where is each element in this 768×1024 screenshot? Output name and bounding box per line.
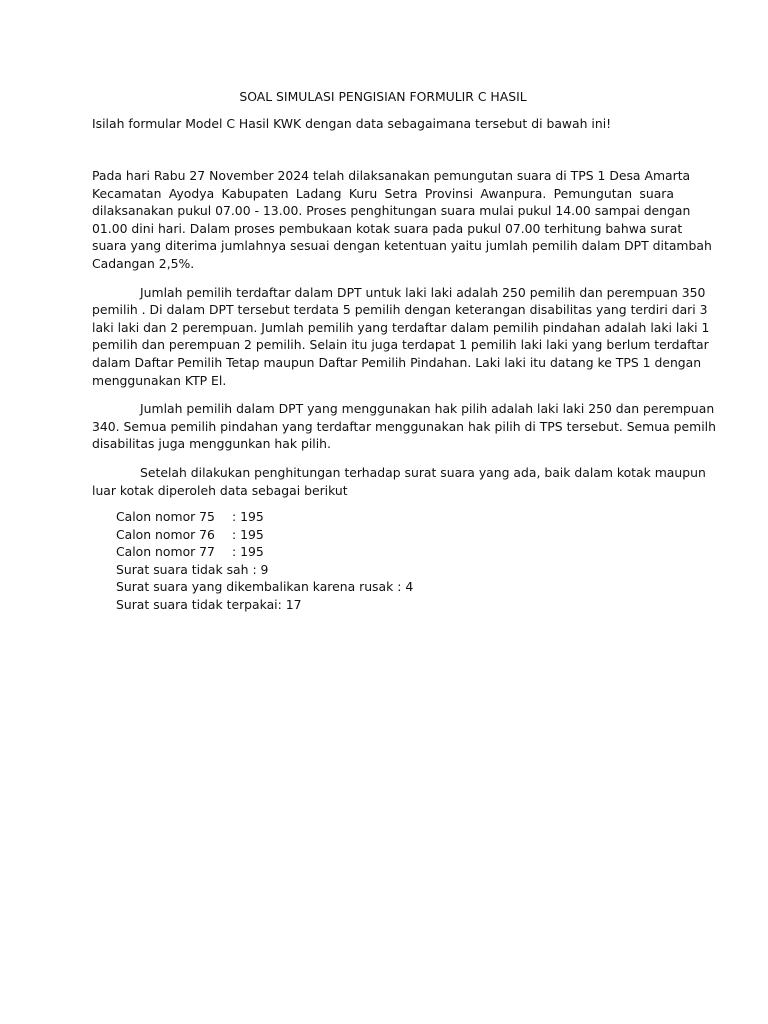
- paragraph-line: Jumlah pemilih dalam DPT yang menggunakan hak pilih adalah laki laki 250 dan perempuan: [140, 401, 715, 417]
- result-row: [116, 508, 676, 526]
- paragraph-line: disabilitas juga menggunkan hak pilih.: [92, 436, 331, 452]
- result-row: [116, 543, 676, 561]
- paragraph-line: laki laki dan 2 perempuan. Jumlah pemilih yang terdaftar dalam pemilih pindahan adalah laki laki 1: [92, 319, 710, 335]
- paragraph-line: pemilih dan perempuan 2 pemilih. Selain itu juga terdapat 1 pemilih laki laki yang berlum terdaftar: [92, 337, 709, 353]
- paragraph-2: [92, 284, 710, 390]
- paragraph-line: 01.00 dini hari. Dalam proses pembukaan kotak suara pada pukul 07.00 terhitung bahwa surat: [92, 220, 683, 236]
- document-body: [92, 167, 716, 510]
- result-value: : 195: [232, 544, 264, 559]
- paragraph-line: luar kotak diperoleh data sebagai berikut: [92, 482, 348, 498]
- result-label: Calon nomor 76: [116, 526, 215, 542]
- paragraph-3: [92, 400, 716, 453]
- paragraph-line: Cadangan 2,5%.: [92, 255, 195, 271]
- paragraph-line: Pada hari Rabu 27 November 2024 telah dilaksanakan pemungutan suara di TPS 1 Desa Amarta: [92, 168, 691, 183]
- instruction-text: Isilah formular Model C Hasil KWK dengan data sebagaimana tersebut di bawah ini!: [92, 116, 612, 131]
- paragraph-line: Jumlah pemilih terdaftar dalam DPT untuk laki laki adalah 250 pemilih dan perempuan 350: [140, 284, 706, 300]
- result-row: Surat suara yang dikembalikan karena rusak : 4: [116, 579, 414, 594]
- paragraph-4: [92, 464, 706, 499]
- paragraph-1: [92, 167, 712, 273]
- paragraph-line: 340. Semua pemilih pindahan yang terdaftar menggunakan hak pilih di TPS tersebut. Semua pemilh: [92, 418, 716, 434]
- result-value: : 195: [232, 526, 264, 542]
- paragraph-line: Kecamatan Ayodya Kabupaten Ladang Kuru Setra Provinsi Awanpura. Pemungutan suara: [92, 185, 674, 201]
- paragraph-line: dalam Daftar Pemilih Tetap maupun Daftar Pemilih Pindahan. Laki laki itu datang ke TPS 1 dengan: [92, 354, 702, 370]
- paragraph-line: dilaksanakan pukul 07.00 - 13.00. Proses penghitungan suara mulai pukul 14.00 sampai dengan: [92, 203, 691, 219]
- paragraph-line: suara yang diterima jumlahnya sesuai dengan ketentuan yaitu jumlah pemilih dalam DPT ditambah: [92, 238, 712, 254]
- results-list: [116, 508, 676, 613]
- result-value: : 195: [232, 509, 264, 524]
- result-label: Calon nomor 75: [116, 509, 215, 524]
- result-row: Surat suara tidak terpakai: 17: [116, 596, 302, 612]
- result-label: Calon nomor 77: [116, 544, 215, 559]
- result-row: [116, 526, 676, 544]
- paragraph-line: menggunakan KTP El.: [92, 372, 227, 388]
- result-row: Surat suara tidak sah : 9: [116, 561, 269, 577]
- paragraph-line: pemilih . Di dalam DPT tersebut terdata 5 pemilih dengan keterangan disabilitas yang terdiri dari 3: [92, 302, 708, 318]
- paragraph-line: Setelah dilakukan penghitungan terhadap surat suara yang ada, baik dalam kotak maupun: [140, 464, 706, 480]
- document-title: SOAL SIMULASI PENGISIAN FORMULIR C HASIL: [239, 89, 527, 104]
